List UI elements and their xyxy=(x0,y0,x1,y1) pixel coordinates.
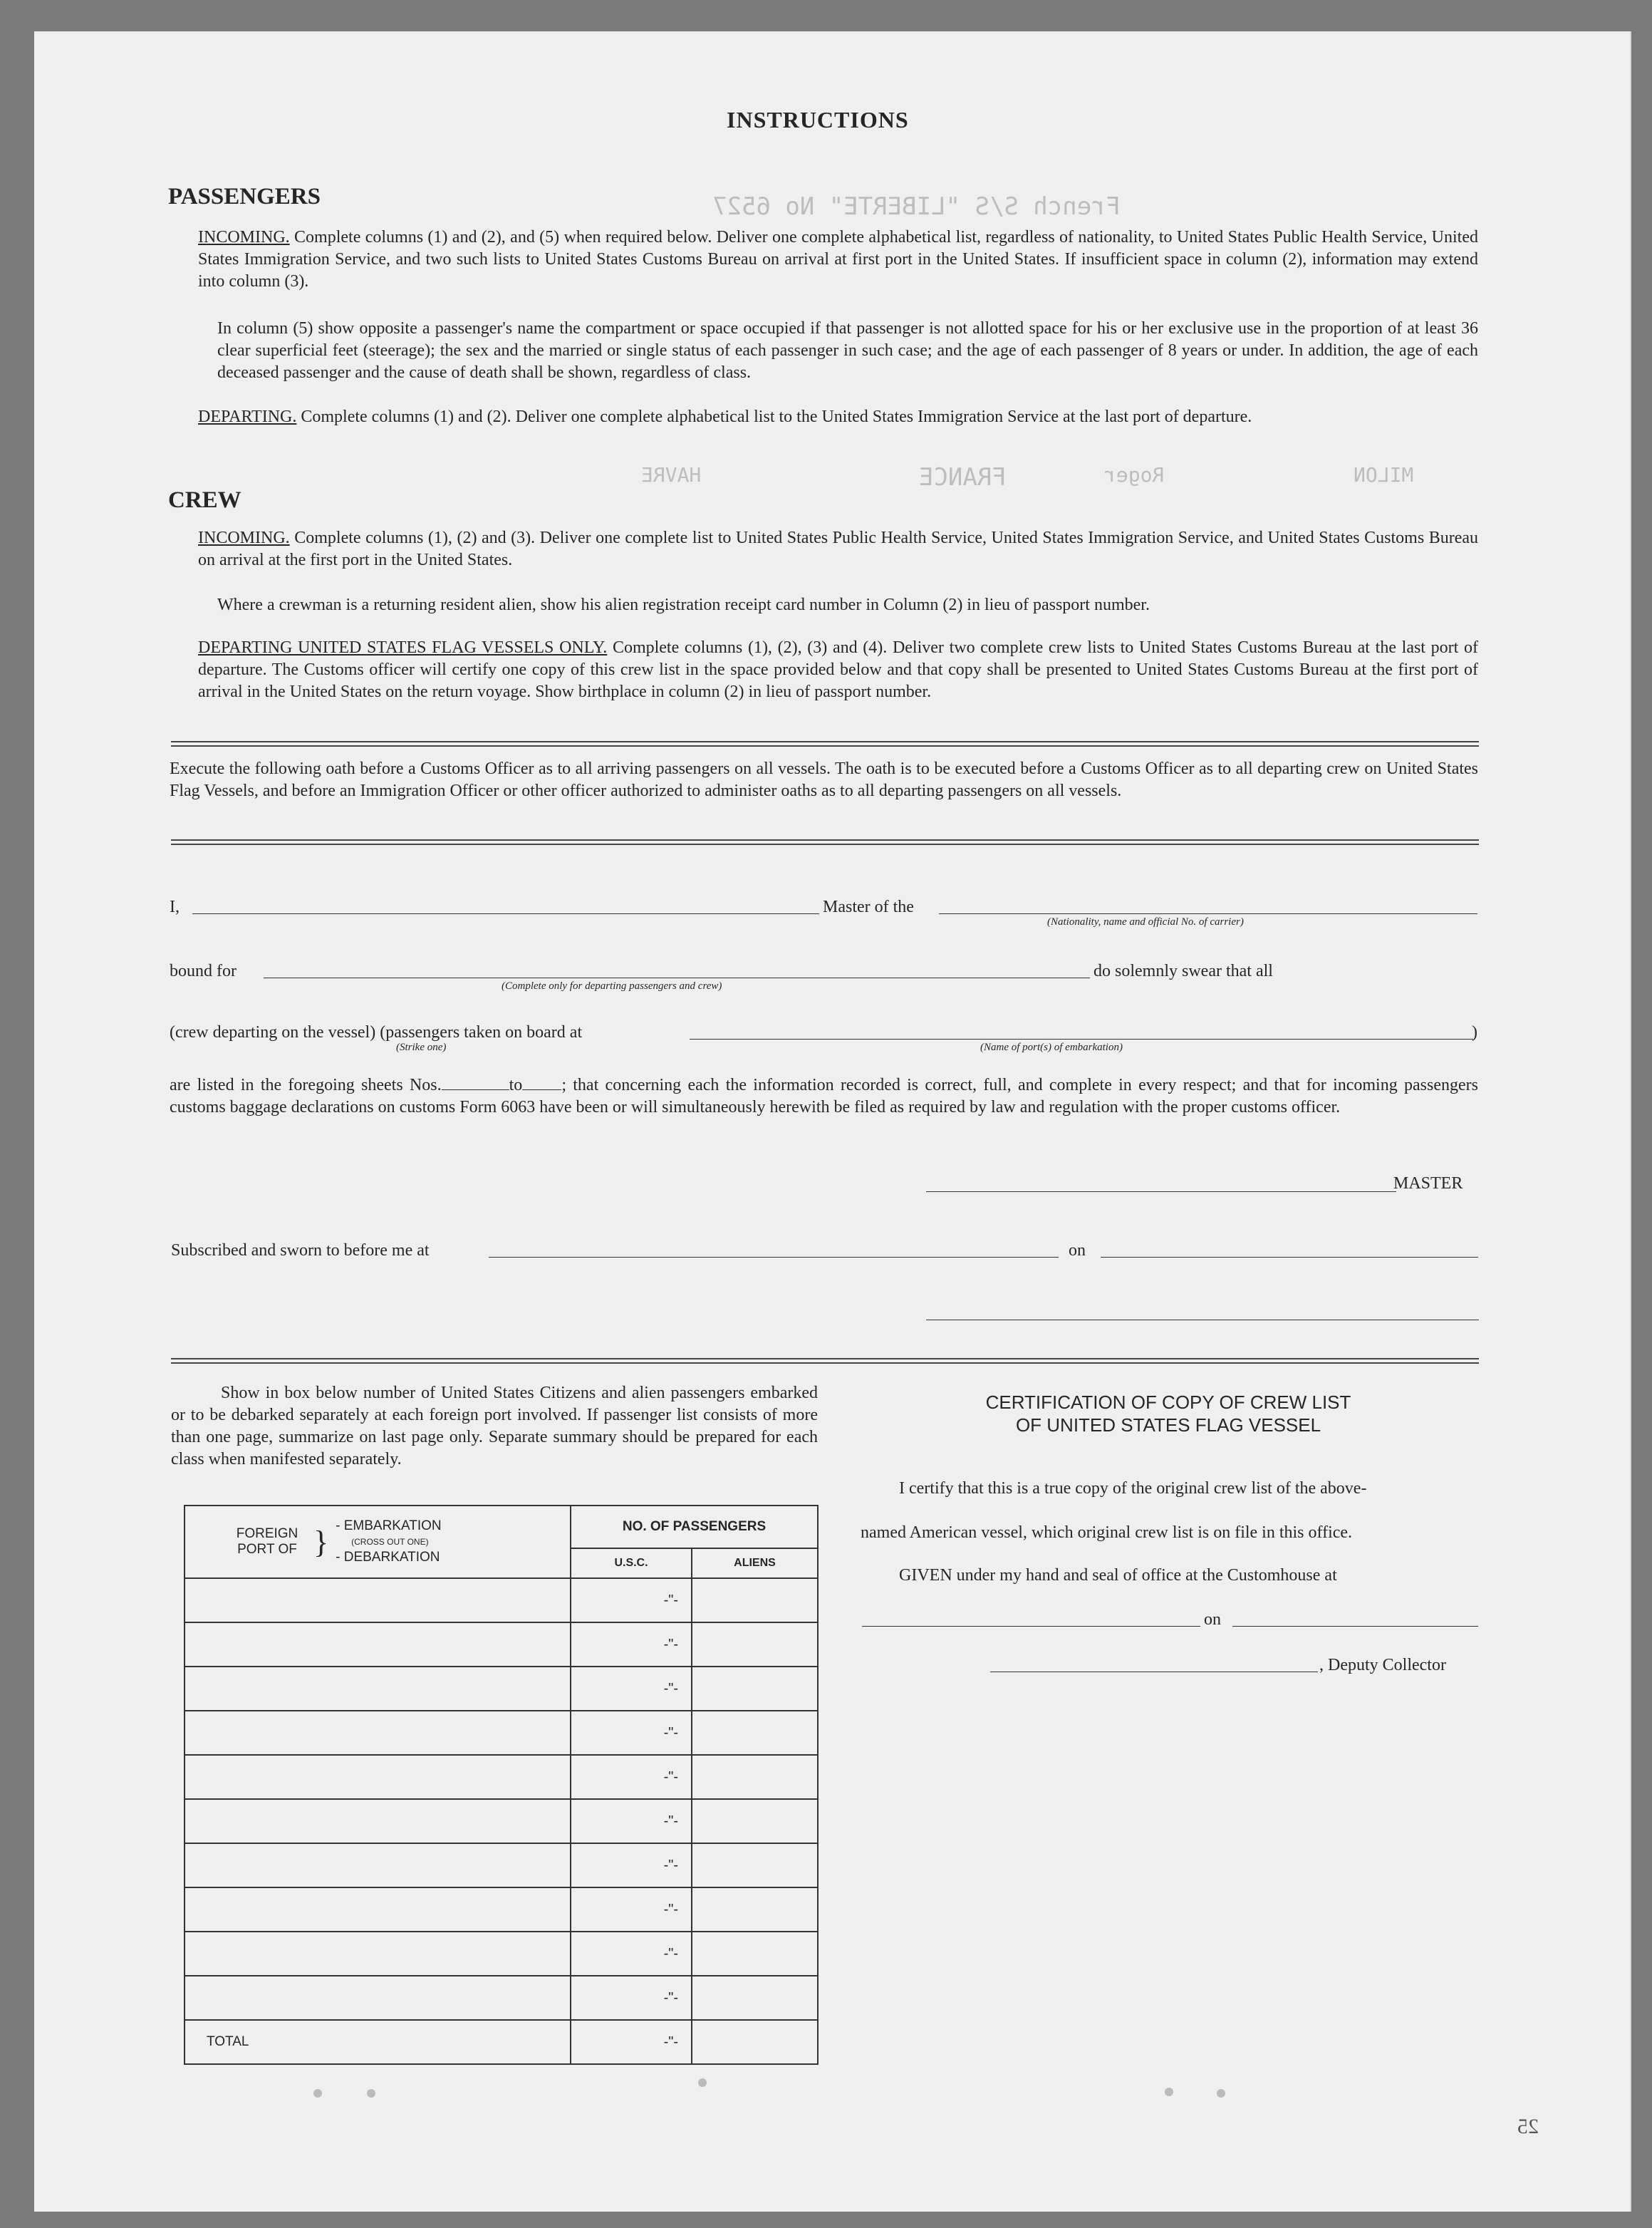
oath-listed-paragraph xyxy=(170,1074,1478,1119)
usc-cell[interactable]: -"- xyxy=(571,1622,692,1667)
embarkation-label: - EMBARKATION xyxy=(336,1518,442,1533)
aliens-cell[interactable] xyxy=(692,1976,818,2020)
aliens-cell[interactable] xyxy=(692,1843,818,1887)
table-row xyxy=(185,1622,818,1667)
certification-deputy: , Deputy Collector xyxy=(1319,1656,1446,1674)
crew-incoming-text: Complete columns (1), (2) and (3). Deliver one complete list to United States Public Health Service, United States Immigration Service, and United States Customs Bureau on arrival at the first port in the United States. xyxy=(198,529,1479,569)
crew-departing-text: Complete columns (1), (2), (3) and (4). Deliver two complete crew lists to United States Customs Bureau at the last port of departure. The Customs officer will certify one copy of this crew list in the space provided below and that copy shall be presented to United States Customs Bureau at the first port of arrival in the United States on the return voyage. Show birthplace in column (2) in lieu of passport number. xyxy=(198,638,1478,701)
aliens-cell[interactable] xyxy=(692,1755,818,1799)
sheet-from-field[interactable] xyxy=(442,1089,509,1090)
port-cell[interactable] xyxy=(185,1622,571,1667)
passengers-departing-paragraph xyxy=(198,406,1478,428)
usc-header: U.S.C. xyxy=(571,1548,692,1578)
passengers-incoming-text: Complete columns (1) and (2), and (5) when required below. Deliver one complete alphabetical list, regardless of nationality, to United States Public Health Service, United States Immigration Service, and two such lists to United States Customs Bureau on arrival at first port in the United States. If insufficient space in column (2), information may extend into column (3). xyxy=(198,228,1478,291)
port-cell[interactable] xyxy=(185,1932,571,1976)
page-number: 25 xyxy=(1517,2115,1539,2138)
port-cell[interactable] xyxy=(185,1799,571,1843)
aliens-cell[interactable] xyxy=(692,1711,818,1755)
certification-text2: named American vessel, which original crew list is on file in this office. xyxy=(861,1523,1353,1542)
certification-text1: I certify that this is a true copy of the original crew list of the above- xyxy=(899,1479,1367,1498)
port-cell[interactable] xyxy=(185,1667,571,1711)
usc-cell[interactable]: -"- xyxy=(571,1843,692,1887)
oath-listed-a: are listed in the foregoing sheets Nos. xyxy=(170,1076,442,1094)
certification-given: GIVEN under my hand and seal of office at the Customhouse at xyxy=(899,1566,1337,1585)
usc-cell[interactable]: -"- xyxy=(571,1755,692,1799)
certification-on: on xyxy=(1204,1610,1221,1629)
certification-title-line2: OF UNITED STATES FLAG VESSEL xyxy=(1015,1414,1321,1436)
certification-title-line1: CERTIFICATION OF COPY OF CREW LIST xyxy=(985,1392,1351,1413)
bleed-through-text: FRANCE xyxy=(919,463,1007,492)
carrier-field[interactable] xyxy=(939,913,1477,914)
table-row xyxy=(185,1976,818,2020)
oath-subscribed: Subscribed and sworn to before me at xyxy=(171,1241,430,1260)
embark-debark-labels xyxy=(336,1518,442,1565)
port-cell[interactable] xyxy=(185,1843,571,1887)
bleed-through-text: HAVRE xyxy=(641,463,702,487)
total-label: TOTAL xyxy=(185,2020,571,2064)
subscribed-date-field[interactable] xyxy=(1101,1257,1478,1258)
usc-cell[interactable]: -"- xyxy=(571,1976,692,2020)
oath-crew-departing: (crew departing on the vessel) (passengers taken on board at xyxy=(170,1023,583,1042)
no-passengers-header: NO. OF PASSENGERS xyxy=(571,1506,818,1548)
port-cell[interactable] xyxy=(185,1976,571,2020)
port-cell[interactable] xyxy=(185,1578,571,1622)
oath-on: on xyxy=(1069,1241,1086,1260)
passengers-column5-paragraph: In column (5) show opposite a passenger's name the compartment or space occupied if that passenger is not allotted space for his or her exclusive use in the proportion of at least 36 clear superficial feet (steerage); the sex and the married or single status of each passenger in such case; and the age of each passenger of 8 years or under. In addition, the age of each deceased passenger and the cause of death shall be shown, regardless of class. xyxy=(217,319,1478,382)
table-row xyxy=(185,1667,818,1711)
passengers-departing-label: DEPARTING. xyxy=(198,408,297,426)
foreign-port-label: FOREIGN PORT OF xyxy=(236,1526,298,1557)
passengers-incoming-paragraph xyxy=(198,227,1478,293)
passengers-departing-text: Complete columns (1) and (2). Deliver one complete alphabetical list to the United States Immigration Service at the last port of departure. xyxy=(301,408,1252,426)
usc-cell[interactable]: -"- xyxy=(571,1711,692,1755)
oath-i-label: I, xyxy=(170,898,180,916)
aliens-cell[interactable] xyxy=(692,1887,818,1932)
oath-bound-for: bound for xyxy=(170,962,237,980)
usc-cell[interactable]: -"- xyxy=(571,1799,692,1843)
instructions-title: INSTRUCTIONS xyxy=(727,107,909,133)
master-name-field[interactable] xyxy=(192,913,819,914)
section-divider xyxy=(171,741,1479,747)
subscribed-place-field[interactable] xyxy=(489,1257,1059,1258)
usc-cell[interactable]: -"- xyxy=(571,1887,692,1932)
cross-out-label: (CROSS OUT ONE) xyxy=(351,1537,429,1547)
oath-master-of: Master of the xyxy=(823,898,914,916)
aliens-cell[interactable] xyxy=(692,1932,818,1976)
table-row xyxy=(185,1932,818,1976)
crew-departing-paragraph xyxy=(198,637,1478,703)
complete-note: (Complete only for departing passengers and crew) xyxy=(502,980,722,992)
port-cell[interactable] xyxy=(185,1755,571,1799)
table-row xyxy=(185,1755,818,1799)
strike-one-note: (Strike one) xyxy=(396,1042,447,1053)
crew-departing-label: DEPARTING UNITED STATES FLAG VESSELS ONLY. xyxy=(198,638,608,657)
punch-hole xyxy=(367,2089,375,2098)
section-divider xyxy=(171,1358,1479,1364)
aliens-cell[interactable] xyxy=(692,1799,818,1843)
port-cell[interactable] xyxy=(185,1711,571,1755)
passengers-incoming-label: INCOMING. xyxy=(198,228,290,247)
usc-cell[interactable]: -"- xyxy=(571,1932,692,1976)
section-divider xyxy=(171,839,1479,845)
table-row xyxy=(185,1887,818,1932)
punch-hole xyxy=(1217,2089,1225,2098)
aliens-cell[interactable] xyxy=(692,1622,818,1667)
punch-hole xyxy=(698,2078,707,2087)
aliens-total-cell[interactable] xyxy=(692,2020,818,2064)
debarkation-label: - DEBARKATION xyxy=(336,1550,440,1565)
brace: } xyxy=(313,1524,329,1560)
bleed-through-text: Roger xyxy=(1104,463,1165,487)
customhouse-field[interactable] xyxy=(862,1626,1200,1627)
oath-intro: Execute the following oath before a Customs Officer as to all arriving passengers on all vessels. The oath is to be executed before a Customs Officer as to all departing crew on United States Flag Vessels, and before an Immigration Officer or other officer authorized to administer oaths as to all departing passengers on all vessels. xyxy=(170,760,1478,800)
port-note: (Name of port(s) of embarkation) xyxy=(980,1042,1123,1053)
aliens-header: ALIENS xyxy=(692,1548,818,1578)
embarkation-port-field[interactable] xyxy=(690,1039,1473,1040)
bleed-through-text: French S/S "LIBERTE" No 6527 xyxy=(712,192,1121,221)
master-signature-field[interactable] xyxy=(926,1191,1396,1192)
passenger-summary-table xyxy=(184,1505,819,2065)
sheet-to-field[interactable] xyxy=(522,1089,561,1090)
usc-cell[interactable]: -"- xyxy=(571,1578,692,1622)
crew-incoming-label: INCOMING. xyxy=(198,529,290,547)
port-header-cell xyxy=(185,1506,571,1578)
punch-hole xyxy=(1165,2088,1173,2096)
punch-hole xyxy=(313,2089,322,2098)
carrier-note: (Nationality, name and official No. of carrier) xyxy=(1047,916,1244,928)
bleed-through-text: MILON xyxy=(1354,463,1414,487)
table-row xyxy=(185,1578,818,1622)
aliens-cell[interactable] xyxy=(692,1578,818,1622)
usc-total-cell[interactable]: -"- xyxy=(571,2020,692,2064)
port-cell[interactable] xyxy=(185,1887,571,1932)
certification-date-field[interactable] xyxy=(1232,1626,1478,1627)
oath-swear: do solemnly swear that all xyxy=(1093,962,1273,980)
aliens-cell[interactable] xyxy=(692,1667,818,1711)
crew-incoming-paragraph xyxy=(198,527,1478,571)
oath-close-paren: ) xyxy=(1472,1023,1477,1042)
summary-intro: Show in box below number of United States Citizens and alien passengers embarked or to be debarked separately at each foreign port involved. If passenger list consists of more than one page, summarize on last page only. Separate summary should be prepared for each class when manifested separately. xyxy=(171,1384,818,1468)
oath-listed-b: ; that concerning each the information recorded is correct, full, and complete in every respect; and that for incoming passengers customs baggage declarations on customs Form 6063 have been or will simultaneously herewith be filed as required by law and regulation with the proper customs officer. xyxy=(170,1076,1478,1116)
total-row xyxy=(185,2020,818,2064)
crew-resident-paragraph: Where a crewman is a returning resident alien, show his alien registration receipt card number in Column (2) in lieu of passport number. xyxy=(217,596,1150,614)
oath-listed-to: to xyxy=(509,1076,523,1094)
table-row xyxy=(185,1799,818,1843)
table-row xyxy=(185,1711,818,1755)
certification-title xyxy=(862,1391,1475,1436)
table-row xyxy=(185,1843,818,1887)
master-label: MASTER xyxy=(1393,1174,1463,1193)
usc-cell[interactable]: -"- xyxy=(571,1667,692,1711)
passengers-heading: PASSENGERS xyxy=(168,184,321,209)
crew-heading: CREW xyxy=(168,487,241,513)
